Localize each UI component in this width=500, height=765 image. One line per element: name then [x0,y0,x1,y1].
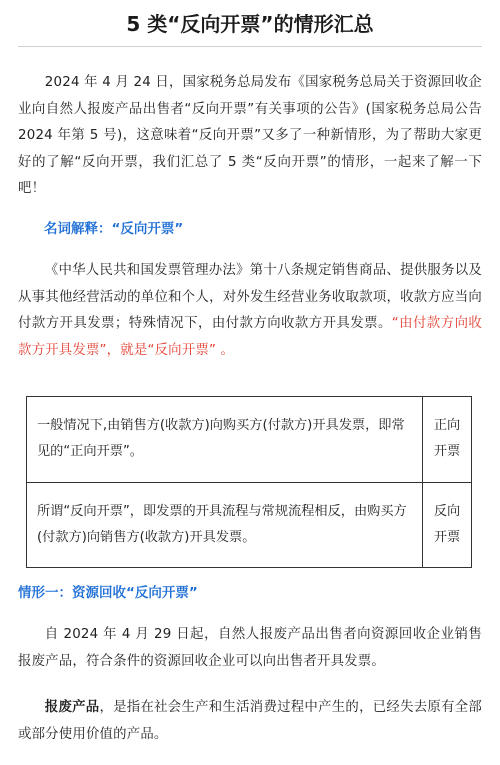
glossary-body: 《中华人民共和国发票管理办法》第十八条规定销售商品、提供服务以及从事其他经营活动的单位和个人，对外发生经营业务收取款项，收款方应当向付款方开具发票；特殊情况下，由付款方向收款方开具发票。 [18,263,482,331]
scrap-definition-paragraph [18,695,482,748]
scrap-definition: ，是指在社会生产和生活消费过程中产生的，已经失去原有全部或部分使用价值的产品。 [18,700,482,742]
table-cell-desc: 所谓“反向开票”，即发票的开具流程与常规流程相反，由购买方(付款方)向销售方(收款方)开具发票。 [27,482,423,568]
table-cell-desc: 一般情况下,由销售方(收款方)向购买方(付款方)开具发票，即常见的“正向开票”。 [27,397,423,483]
glossary-heading: 名词解释：“反向开票” [44,221,184,237]
table-cell-term: 正向开票 [423,397,472,483]
case1-heading: 情形一：资源回收“反向开票” [18,585,198,601]
table-row [27,397,472,483]
table-row [27,482,472,568]
definition-table [26,396,472,568]
case1-paragraph: 自 2024 年 4 月 29 日起，自然人报废产品出售者向资源回收企业销售报废产品，符合条件的资源回收企业可以向出售者开具发票。 [18,627,482,669]
title-divider [18,46,482,47]
table-cell-term: 反向开票 [423,482,472,568]
glossary-highlight: “由付款方向收款方开具发票”，就是“反向开票” 。 [18,316,482,358]
scrap-term: 报废产品 [44,700,100,715]
title-block [0,10,500,48]
glossary-paragraph [18,258,482,364]
page-title: 5 类“反向开票”的情形汇总 [126,12,374,36]
intro-paragraph: 2024 年 4 月 24 日，国家税务总局发布《国家税务总局关于资源回收企业向自然人报废产品出售者“反向开票”有关事项的公告》(国家税务总局公告 2024 年第 5 号)，这意味着“反向开票”又多了一种新情形，为了帮助大家更好的了解“反向开票，我们汇总了 5 类“反向开票”的情形，一起来了解一下吧！ [18,75,482,196]
